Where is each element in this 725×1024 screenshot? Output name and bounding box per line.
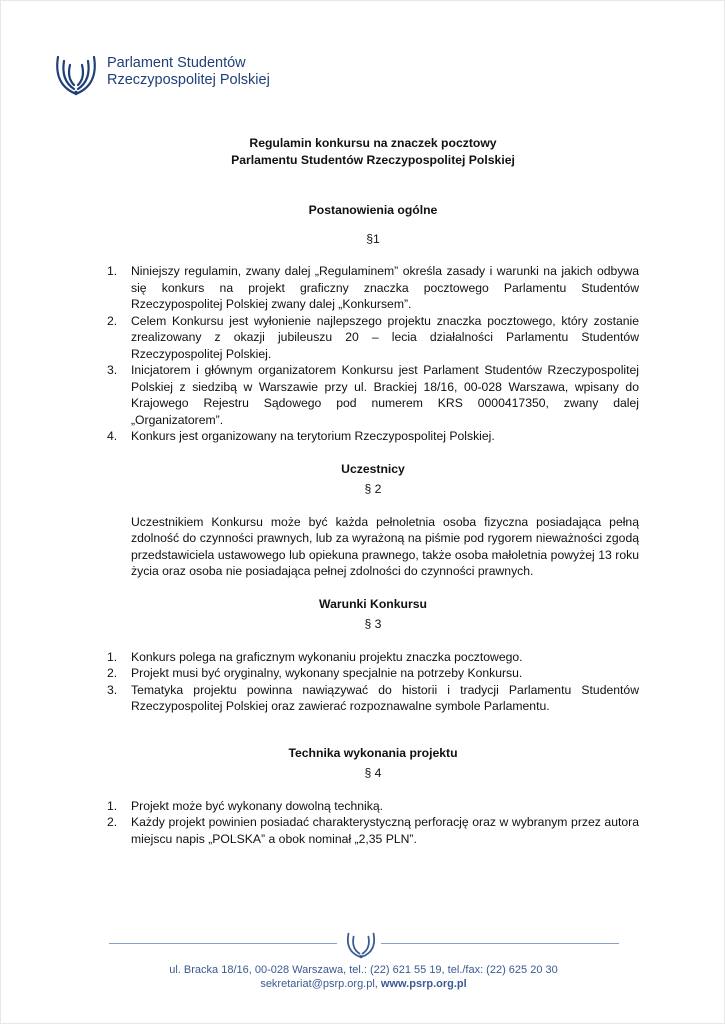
list-item [107,814,639,847]
doc-title-line2: Parlamentu Studentów Rzeczypospolitej Polskiej [231,152,515,167]
list-item [107,362,639,428]
footer-rule-right [381,943,619,944]
list-text: Konkurs polega na graficznym wykonaniu projektu znaczka pocztowego. [131,649,523,664]
section1-paragraph-sign: §1 [366,231,380,246]
footer-email[interactable]: sekretariat@psrp.org.pl, [260,978,378,990]
document-body [107,135,639,847]
section1-heading: Postanowienia ogólne [308,203,438,217]
list-item [107,428,639,445]
list-text: Tematyka projektu powinna nawiązywać do historii i tradycji Parlamentu Studentów Rzeczypospolitej Polskiej oraz zawierać rozpoznawalne symbole Parlamentu. [131,682,639,713]
footer-address: ul. Bracka 18/16, 00-028 Warszawa, tel.: (22) 621 55 19, tel./fax: (22) 625 20 30 [169,964,558,976]
list-number: 2. [107,815,118,829]
section3-heading: Warunki Konkursu [319,596,427,611]
list-text: Konkurs jest organizowany na terytorium Rzeczypospolitej Polskiej. [131,429,495,443]
list-number: 1. [107,798,118,813]
section3-list [107,649,639,715]
list-number: 1. [107,649,118,664]
list-number: 2. [107,313,118,328]
section4-list [107,798,639,848]
list-number: 2. [107,666,118,680]
footer-website-link[interactable]: www.psrp.org.pl [380,978,467,990]
list-text: Projekt musi być oryginalny, wykonany specjalnie na potrzeby Konkursu. [131,666,523,680]
list-text: Projekt może być wykonany dowolną techniką. [131,798,384,813]
list-item [107,682,639,715]
section4-heading: Technika wykonania projektu [288,745,458,760]
list-item [107,798,639,815]
section2-body: Uczestnikiem Konkursu może być każda pełnoletnia osoba fizyczna posiadająca pełną zdolność do czynności prawnych, lub za wyrażoną na piśmie pod rygorem nieważności zgodą przedstawiciela ustawowego lub opiekuna prawnego, także osoba małoletnia powyżej 13 roku życia oraz osoba nie posiadająca pełnej zdolności do czynności prawnych. [131,514,639,578]
list-number: 3. [107,363,118,377]
org-name-line1: Parlament Studentów [107,55,246,71]
section3-paragraph-sign: § 3 [364,617,382,631]
list-text: Niniejszy regulamin, zwany dalej „Regulaminem” określa zasady i warunki na jakich odbywa się konkurs na projekt graficzny znaczka pocztowego Parlamentu Studentów Rzeczypospolitej Polskiej zwany dalej „Konkursem”. [131,264,639,311]
list-text: Każdy projekt powinien posiadać charakterystyczną perforację oraz w wybranym przez autora miejscu napis „POLSKA” a obok nominał „2,35 PLN”. [131,815,639,846]
list-item [107,263,639,313]
list-number: 3. [107,682,118,697]
psrp-logo-icon [53,47,99,97]
list-item [107,313,639,363]
section4-paragraph-sign: § 4 [364,766,382,780]
list-number: 1. [107,264,118,278]
psrp-footer-logo-icon [344,929,378,959]
section2-paragraph-sign: § 2 [364,482,382,496]
doc-title-line1: Regulamin konkursu na znaczek pocztowy [249,136,497,150]
org-name-line2: Rzeczypospolitej Polskiej [107,72,270,88]
footer-rule-left [109,943,337,944]
footer-contact [1,977,725,991]
list-number: 4. [107,429,118,443]
list-text: Celem Konkursu jest wyłonienie najlepszego projektu znaczka pocztowego, który zostanie zrealizowany z okazji jubileuszu 20 – lecia działalności Parlamentu Studentów Rzeczypospolitej Polskiej. [131,313,639,361]
list-text: Inicjatorem i głównym organizatorem Konkursu jest Parlament Studentów Rzeczypospolitej Polskiej z siedzibą w Warszawie przy ul. Brackiej 18/16, 00-028 Warszawa, wpisany do Krajowego Rejestru Sądowego pod numerem KRS 0000417350, zwany dalej „Organizatorem”. [131,363,639,427]
section2-heading: Uczestnicy [341,461,405,476]
list-item [107,665,639,682]
list-item [107,649,639,666]
section1-list [107,263,639,445]
header-logo [53,47,270,97]
